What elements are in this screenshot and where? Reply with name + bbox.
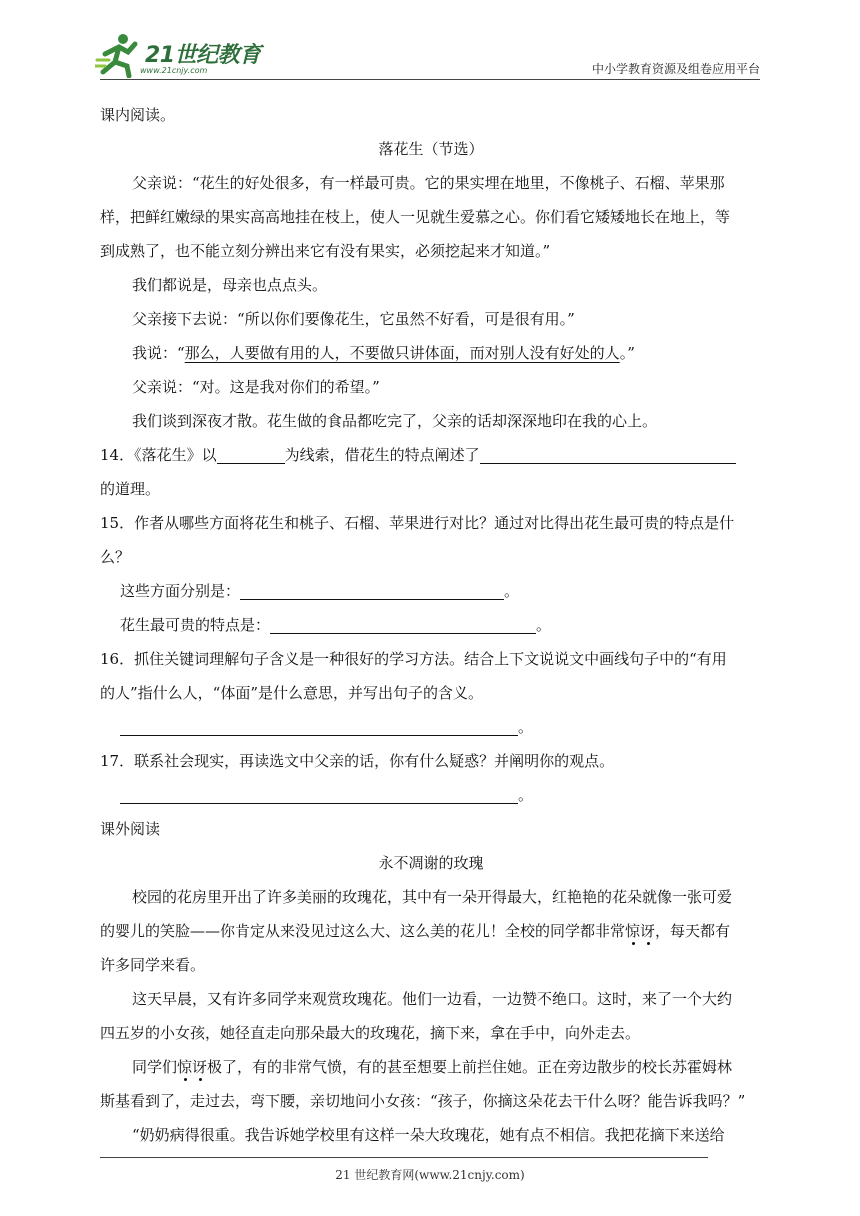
passage1-line: 我们谈到深夜才散。花生做的食品都吃完了，父亲的话却深深地印在我的心上。 <box>132 412 658 430</box>
q15-sub-label: 这些方面分别是： <box>120 582 241 600</box>
dotted-char: 惊 <box>177 1058 193 1076</box>
question-15: 15．作者从哪些方面将花生和桃子、石榴、苹果进行对比？通过对比得出花生最可贵的特点是什 <box>100 514 735 532</box>
answer-blank[interactable] <box>120 715 518 736</box>
passage1-line: 样，把鲜红嫩绿的果实高高地挂在枝上，使人一见就生爱慕之心。你们看它矮矮地长在地上，等 <box>100 208 731 226</box>
text-run: 同学们 <box>132 1058 178 1076</box>
question-15-sub2 <box>100 608 762 642</box>
passage2-line: “奶奶病得很重。我告诉她学校里有这样一朵大玫瑰花，她有点不相信。我把花摘下来送给 <box>132 1126 725 1144</box>
text-run: 的婴儿的笑脸——你肯定从来没见过这么大、这么美的花儿！全校的同学都非常 <box>100 922 626 940</box>
text-run: 极了，有的非常气愤，有的甚至想要上前拦住她。正在旁边散步的校长苏霍姆林 <box>207 1058 733 1076</box>
period: 。 <box>518 718 534 736</box>
answer-blank[interactable] <box>120 783 518 804</box>
page-footer: 21 世纪教育网(www.21cnjy.com) <box>335 1168 525 1182</box>
question-14-cont: 的道理。 <box>100 480 161 498</box>
question-14 <box>100 438 762 472</box>
dotted-char: 讶 <box>192 1058 208 1076</box>
header-rule <box>100 79 760 80</box>
question-15-cont: 么？ <box>100 548 131 566</box>
quote-suffix: 。” <box>619 344 635 362</box>
passage2-line <box>100 1050 762 1084</box>
period: 。 <box>504 582 520 600</box>
answer-blank[interactable] <box>217 443 285 464</box>
underlined-sentence: 那么，人要做有用的人，不要做只讲体面，而对别人没有好处的人 <box>184 344 620 362</box>
answer-blank[interactable] <box>480 443 736 464</box>
passage2-line: 斯基看到了，走过去，弯下腰，亲切地问小女孩：“孩子，你摘这朵花去干什么呀？能告诉我吗？” <box>100 1092 746 1110</box>
period: 。 <box>536 616 552 634</box>
question-16-cont: 的人”指什么人，“体面”是什么意思，并写出句子的含义。 <box>100 684 484 702</box>
passage1-line: 父亲说：“对。这是我对你们的希望。” <box>132 378 380 396</box>
text-run: ，每天都有 <box>655 922 731 940</box>
q14-text: 14．《落花生》以 <box>100 446 217 464</box>
passage1-quote-line <box>100 336 762 370</box>
passage2-title: 永不凋谢的玫瑰 <box>378 854 484 872</box>
question-15-sub1 <box>100 574 762 608</box>
q14-text: 为线索，借花生的特点阐述了 <box>284 446 480 464</box>
page-header <box>0 0 860 82</box>
logo-text: 21世纪教育 <box>145 43 261 68</box>
question-16-answer <box>100 710 762 744</box>
passage1-title: 落花生（节选） <box>378 140 484 158</box>
footer-rule <box>100 1157 708 1158</box>
question-16: 16．抓住关键词理解句子含义是一种很好的学习方法。结合上下文说说文中画线句子中的“有用 <box>100 650 727 668</box>
q15-sub-label: 花生最可贵的特点是： <box>120 616 271 634</box>
passage2-line: 许多同学来看。 <box>100 956 206 974</box>
document-body <box>100 98 762 1152</box>
passage1-line: 到成熟了，也不能立刻分辨出来它有没有果实，必须挖起来才知道。” <box>100 242 551 260</box>
period: 。 <box>518 786 534 804</box>
dotted-char: 惊 <box>625 922 641 940</box>
dotted-char: 讶 <box>640 922 656 940</box>
logo-url: www.21cnjy.com <box>140 66 208 75</box>
quote-prefix: 我说：“ <box>132 344 185 362</box>
platform-name: 中小学教育资源及组卷应用平台 <box>591 62 760 76</box>
question-17: 17．联系社会现实，再读选文中父亲的话，你有什么疑惑？并阐明你的观点。 <box>100 752 615 770</box>
section-label-in-class: 课内阅读。 <box>100 106 176 124</box>
passage2-line: 四五岁的小女孩，她径直走向那朵最大的玫瑰花，摘下来，拿在手中，向外走去。 <box>100 1024 641 1042</box>
passage1-line: 父亲说：“花生的好处很多，有一样最可贵。它的果实埋在地里，不像桃子、石榴、苹果那 <box>132 174 725 192</box>
passage1-line: 父亲接下去说：“所以你们要像花生，它虽然不好看，可是很有用。” <box>132 310 575 328</box>
passage2-line <box>100 914 762 948</box>
answer-blank[interactable] <box>270 613 536 634</box>
passage2-line: 这天早晨，又有许多同学来观赏玫瑰花。他们一边看，一边赞不绝口。这时，来了一个大约 <box>132 990 733 1008</box>
passage1-line: 我们都说是，母亲也点点头。 <box>132 276 328 294</box>
answer-blank[interactable] <box>240 579 504 600</box>
section-label-extra: 课外阅读 <box>100 820 161 838</box>
question-17-answer <box>100 778 762 812</box>
passage2-line: 校园的花房里开出了许多美丽的玫瑰花，其中有一朵开得最大，红艳艳的花朵就像一张可爱 <box>132 888 733 906</box>
